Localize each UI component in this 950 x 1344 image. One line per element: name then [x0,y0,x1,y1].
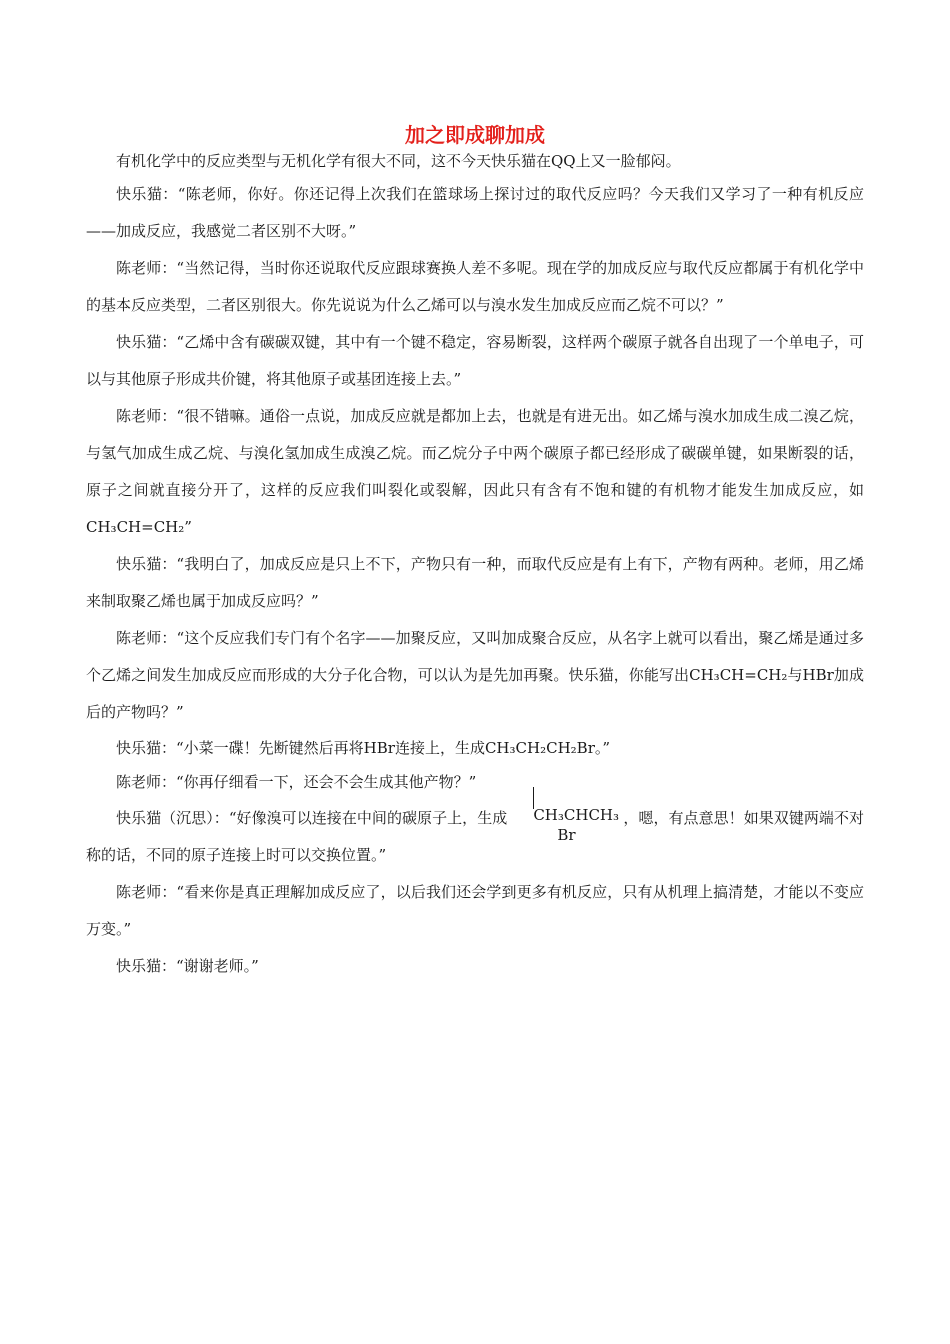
document-title: 加之即成聊加成 [405,123,545,147]
paragraph-intro: 有机化学中的反应类型与无机化学有很大不同，这不今天快乐猫在QQ上又一脸郁闷。 [116,152,681,170]
paragraph-happy-cat-2: 快乐猫：“乙烯中含有碳碳双键，其中有一个键不稳定，容易断裂，这样两个碳原子就各自出现了一个单电子，可以与其他原子形成共价键，将其他原子或基团连接上去。” [86,333,864,388]
chemical-formula: CH₃CH₂CH₂Br [484,739,595,757]
paragraph-teacher-5: 陈老师：“看来你是真正理解加成反应了，以后我们还会学到更多有机反应，只有从机理上搞清楚，才能以不变应万变。” [86,883,864,938]
paragraph-text: 快乐猫：“小菜一碟！先断键然后再将HBr连接上，生成 [116,739,485,757]
paragraph-teacher-2 [86,398,864,546]
paragraph-end: ” [184,518,192,536]
paragraph-teacher-1: 陈老师：“当然记得，当时你还说取代反应跟球赛换人差不多呢。现在学的加成反应与取代反应都属于有机化学中的基本反应类型，二者区别很大。你先说说为什么乙烯可以与溴水发生加成反应而乙烷不可以？” [86,259,864,314]
chemical-formula: CH₃CH=CH₂ [86,518,185,536]
paragraph-text: 陈老师：“很不错嘛。通俗一点说，加成反应就是都加上去，也就是有进无出。如乙烯与溴水加成生成二溴乙烷，与氢气加成生成乙烷、与溴化氢加成生成溴乙烷。而乙烷分子中两个碳原子都已经形成了碳碳单键，如果断裂的话，原子之间就直接分开了，这样的反应我们叫裂化或裂解，因此只有含有不饱和键的有机物才能发生加成反应，如 [86,407,864,499]
structural-formula [503,799,623,844]
paragraph-happy-cat-1: 快乐猫：“陈老师，你好。你还记得上次我们在篮球场上探讨过的取代反应吗？今天我们又学习了一种有机反应——加成反应，我感觉二者区别不大呀。” [86,185,864,240]
paragraph-happy-cat-5 [86,799,864,874]
document-body [86,146,864,985]
chemical-formula: CH₃CH=CH₂ [689,666,788,684]
paragraph-happy-cat-3: 快乐猫：“我明白了，加成反应是只上不下，产物只有一种，而取代反应是有上有下，产物有两种。老师，用乙烯来制取聚乙烯也属于加成反应吗？” [86,555,864,610]
formula-substituent: Br [557,826,576,844]
formula-main-chain: CH₃CHCH₃ [533,806,620,824]
paragraph-end: ，嗯，有点意思！如果双键两端不对称的话，不同的原子连接上时可以交换位置。” [86,809,864,864]
formula-bond-line [533,787,534,809]
paragraph-end: 。” [594,739,611,757]
paragraph-end: 与HBr加成后的产物吗？” [86,666,864,721]
paragraph-teacher-4: 陈老师：“你再仔细看一下，还会不会生成其他产物？” [116,773,477,791]
paragraph-teacher-3 [86,620,864,731]
paragraph-text: 陈老师：“这个反应我们专门有个名字——加聚反应，又叫加成聚合反应，从名字上就可以看出，聚乙烯是通过多个乙烯之间发生加成反应而形成的大分子化合物，可以认为是先加再聚。快乐猫，你能写出 [86,629,864,684]
paragraph-happy-cat-6: 快乐猫：“谢谢老师。” [116,957,259,975]
paragraph-happy-cat-4 [86,731,864,765]
paragraph-text: 快乐猫（沉思）：“好像溴可以连接在中间的碳原子上，生成 [116,809,508,827]
